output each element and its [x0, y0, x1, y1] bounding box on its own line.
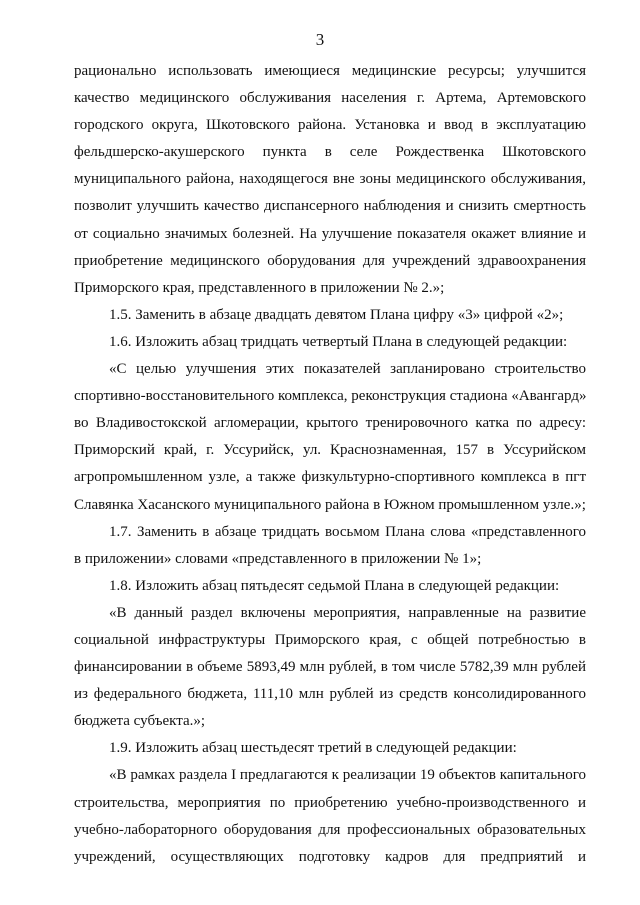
- text-line: учебно-лабораторного оборудования для профессиональных образовательных: [74, 821, 586, 838]
- text-line: Приморского края, представленного в приложении № 2.»;: [74, 279, 445, 296]
- amendment-item: 1.5. Заменить в абзаце двадцать девятом Плана цифру «3» цифрой «2»;: [109, 306, 564, 323]
- text-line: из федерального бюджета, 111,10 млн рублей из средств консолидированного: [74, 686, 586, 703]
- amendment-item: 1.7. Заменить в абзаце тридцать восьмом Плана слова «представленного: [109, 523, 586, 540]
- text-line: социальной инфраструктуры Приморского края, с общей потребностью в: [74, 631, 586, 648]
- text-line: спортивно-восстановительного комплекса, реконструкция стадиона «Авангард»: [74, 388, 586, 405]
- text-line: приобретение медицинского оборудования для учреждений здравоохранения: [74, 252, 586, 269]
- text-line: позволит улучшить качество диспансерного наблюдения и снизить смертность: [74, 198, 586, 215]
- text-line: фельдшерско-акушерского пункта в селе Рождественка Шкотовского: [74, 144, 586, 161]
- text-line: от социально значимых болезней. На улучшение показателя окажет влияние и: [74, 225, 586, 242]
- text-line: качество медицинского обслуживания населения г. Артема, Артемовского: [74, 90, 586, 107]
- text-line: Славянка Хасанского муниципального района в Южном промышленном узле.»;: [74, 496, 586, 513]
- text-line: учреждений, осуществляющих подготовку кадров для предприятий и: [74, 848, 586, 865]
- text-line: муниципального района, находящегося вне зоны медицинского обслуживания,: [74, 171, 586, 188]
- text-line: «В данный раздел включены мероприятия, направленные на развитие: [109, 604, 586, 621]
- text-line: агропромышленном узле, а также физкультурно-спортивного комплекса в пгт: [74, 469, 586, 486]
- text-line: во Владивостокской агломерации, крытого тренировочного катка по адресу:: [74, 415, 586, 432]
- text-line: рационально использовать имеющиеся медицинские ресурсы; улучшится: [74, 63, 586, 79]
- text-line: строительства, мероприятия по приобретению учебно-производственного и: [74, 794, 586, 811]
- amendment-item: 1.9. Изложить абзац шестьдесят третий в следующей редакции:: [109, 740, 517, 757]
- page-number: 3: [315, 30, 325, 49]
- amendment-item: 1.6. Изложить абзац тридцать четвертый Плана в следующей редакции:: [109, 333, 568, 350]
- text-line: Приморский край, г. Уссурийск, ул. Краснознаменная, 157 в Уссурийском: [74, 442, 586, 459]
- text-line: городского округа, Шкотовского района. Установка и ввод в эксплуатацию: [74, 117, 586, 134]
- document-body: [74, 58, 586, 871]
- text-line: «В рамках раздела I предлагаются к реализации 19 объектов капитального: [109, 767, 586, 784]
- text-line: бюджета субъекта.»;: [74, 713, 206, 730]
- text-line: «С целью улучшения этих показателей запланировано строительство: [109, 361, 586, 378]
- text-line: финансировании в объеме 5893,49 млн рублей, в том числе 5782,39 млн рублей: [74, 659, 586, 676]
- text-line: в приложении» словами «представленного в приложении № 1»;: [74, 550, 482, 567]
- amendment-item: 1.8. Изложить абзац пятьдесят седьмой Плана в следующей редакции:: [109, 577, 560, 594]
